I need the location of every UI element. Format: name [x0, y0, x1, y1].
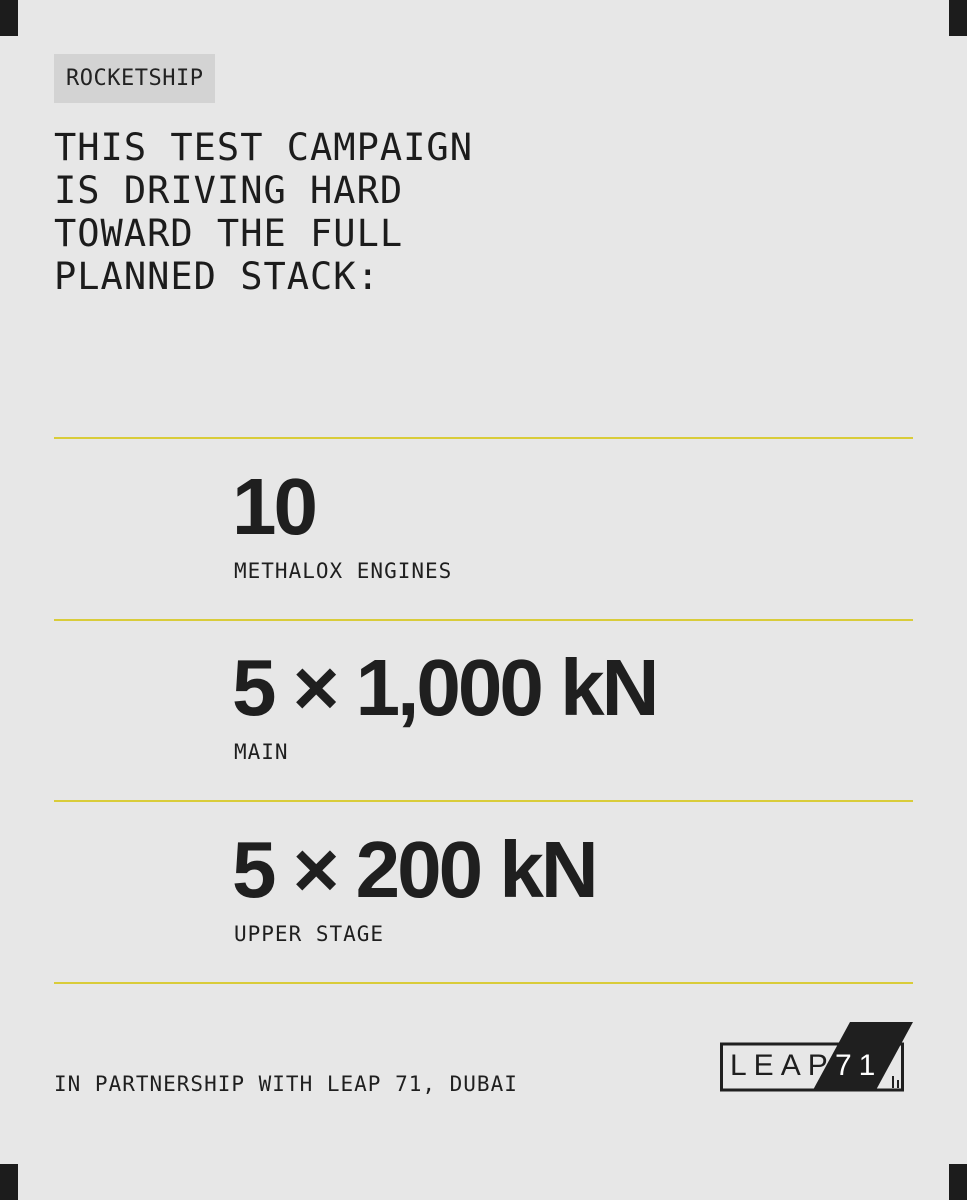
stat-value: 5 × 1,000 kN [232, 643, 657, 732]
corner-mark-top-left [0, 0, 18, 36]
partnership-note: IN PARTNERSHIP WITH LEAP 71, DUBAI [54, 1072, 518, 1096]
divider-1 [54, 437, 913, 439]
corner-mark-bottom-right [949, 1164, 967, 1200]
stat-label: MAIN [234, 740, 289, 764]
category-tag: ROCKETSHIP [54, 54, 215, 103]
logo-word: LEAP [730, 1049, 835, 1082]
divider-4 [54, 982, 913, 984]
stat-label: UPPER STAGE [234, 922, 385, 946]
stat-label: METHALOX ENGINES [234, 559, 453, 583]
corner-mark-top-right [949, 0, 967, 36]
divider-3 [54, 800, 913, 802]
corner-mark-bottom-left [0, 1164, 18, 1200]
leap71-logo-icon [720, 1020, 914, 1092]
headline: THIS TEST CAMPAIGN IS DRIVING HARD TOWARD THE FULL PLANNED STACK: [54, 126, 473, 298]
divider-2 [54, 619, 913, 621]
logo-number: 71 [835, 1049, 883, 1082]
stat-value: 10 [232, 462, 315, 551]
stat-value: 5 × 200 kN [232, 825, 596, 914]
